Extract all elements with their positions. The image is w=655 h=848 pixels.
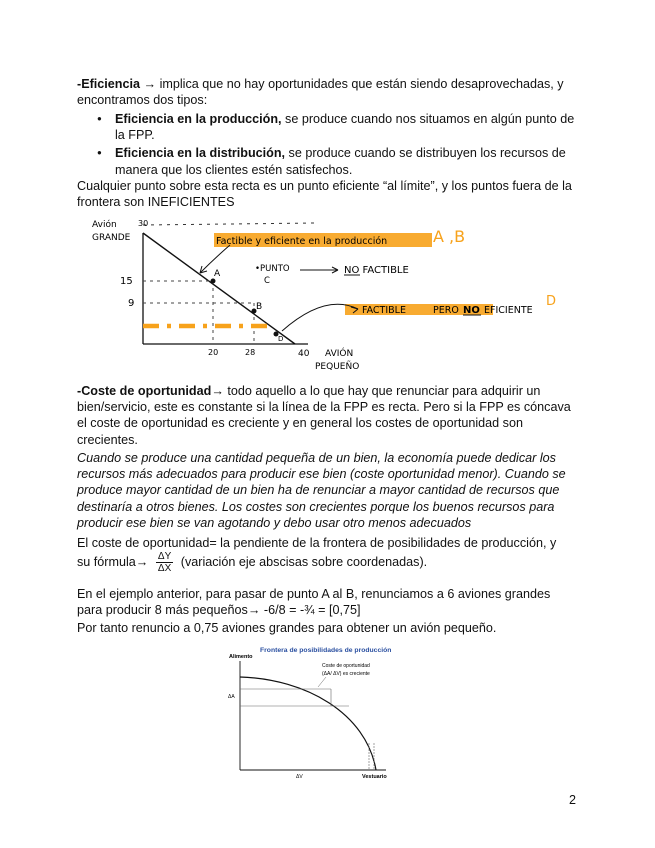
label-factible-eficiente: Factible y eficiente en la producción — [216, 236, 388, 247]
x-title-1: AVIÓN — [325, 349, 354, 359]
efficiency-types-list — [77, 111, 577, 180]
label-ab-letters: A ,B — [433, 227, 466, 246]
fpp-sketch — [90, 213, 570, 385]
formula-denominator: ΔX — [157, 563, 172, 575]
formula-prefix: su fórmula→ — [77, 555, 149, 569]
bullet-text: se produce cuando nos situamos en algún punto de la FPP. — [115, 112, 575, 143]
page-number: 2 — [569, 793, 577, 807]
eficiencia-term: -Eficiencia — [77, 77, 140, 91]
point-a-dot — [211, 279, 216, 284]
label-eficiente: EFICIENTE — [484, 305, 533, 316]
figure-delta-v: ΔV — [296, 774, 303, 780]
label-no: NO — [463, 305, 480, 316]
point-b-label: B — [256, 302, 263, 312]
list-item — [77, 111, 577, 143]
x-title-2: PEQUEÑO — [315, 362, 360, 372]
figure-annotation-1: Coste de oportunidad — [322, 663, 370, 669]
point-c-label-1: •PUNTO — [255, 264, 290, 274]
figure-y-label: Alimento — [229, 654, 253, 660]
point-c-label-2: C — [264, 276, 270, 286]
figure-curve — [240, 677, 376, 770]
figure-annotation-2: (ΔA/ ΔV) es creciente — [322, 671, 370, 677]
figure-title: Frontera de posibilidades de producción — [260, 647, 392, 654]
frontier-note: Cualquier punto sobre esta recta es un punto eficiente “al límite”, y los puntos fuera de la frontera son INEFICIENTES — [77, 179, 572, 210]
formula-line-1: El coste de oportunidad= la pendiente de la frontera de posibilidades de producción, y — [77, 536, 557, 550]
y-tick-15: 15 — [120, 276, 133, 287]
label-no-factible: NO FACTIBLE — [344, 265, 409, 276]
formula-line-2 — [77, 551, 577, 574]
fpp-figure — [226, 643, 416, 785]
coste-definition: → todo aquello a lo que hay que renunciar para adquirir un bien/servicio, este es constante si la línea de la FPP es recta. Pero si la FPP es cóncava el coste de oportunidad es creciente y en general los costes de oportunidad son crecientes. — [77, 384, 571, 447]
bullet-term: Eficiencia en la producción, — [115, 112, 282, 126]
x-tick-40: 40 — [298, 349, 310, 359]
bullet-text: se produce cuando se distribuyen los recursos de manera que los clientes estén satisfechos. — [115, 146, 566, 177]
x-tick-20: 20 — [208, 348, 219, 357]
bullet-term: Eficiencia en la distribución, — [115, 146, 286, 161]
y-title-1: Avión — [92, 220, 117, 230]
coste-paragraph — [77, 383, 577, 448]
label-d-mark: D — [546, 294, 557, 309]
italic-paragraph: Cuando se produce una cantidad pequeña de un bien, la economía puede dedicar los recursos más adecuados para producir ese bien (coste oportunidad menor). Cuando se produce mayor cantidad de un bien ha de renunciar a mayor cantidad de recursos que destinaría a otros bienes. Los costes son crecientes porque los buenos recursos para producir ese bien se van agotando y debo usar otro menos adecuados — [77, 451, 566, 530]
eficiencia-paragraph — [77, 76, 577, 108]
figure-delta-a: ΔA — [228, 694, 235, 700]
y-tick-30: 30 — [138, 219, 149, 228]
point-a-label: A — [214, 269, 221, 279]
conclusion-paragraph: Por tanto renuncio a 0,75 aviones grandes para obtener un avión pequeño. — [77, 621, 497, 635]
label-factible: FACTIBLE — [362, 305, 406, 316]
x-tick-28: 28 — [245, 348, 256, 357]
label-pero: PERO — [433, 305, 459, 316]
coste-term: -Coste de oportunidad — [77, 384, 212, 398]
figure-x-label: Vestuario — [362, 774, 387, 780]
formula-suffix: (variación eje abscisas sobre coordenadas). — [180, 555, 428, 569]
y-title-2: GRANDE — [92, 233, 131, 243]
example-paragraph: En el ejemplo anterior, para pasar de punto A al B, renunciamos a 6 aviones grandes para producir 8 más pequeños→ -6/8 = -¾ = [0,75] — [77, 587, 551, 618]
eficiencia-definition: → implica que no hay oportunidades que están siendo desaprovechadas, y encontramos dos tipos: — [77, 77, 564, 108]
y-tick-9: 9 — [128, 298, 135, 309]
list-item — [77, 145, 577, 177]
point-d-label: D — [278, 335, 284, 343]
formula-fraction — [156, 551, 173, 574]
formula-numerator: ΔY — [157, 551, 172, 563]
top-dotted-line — [143, 223, 315, 225]
